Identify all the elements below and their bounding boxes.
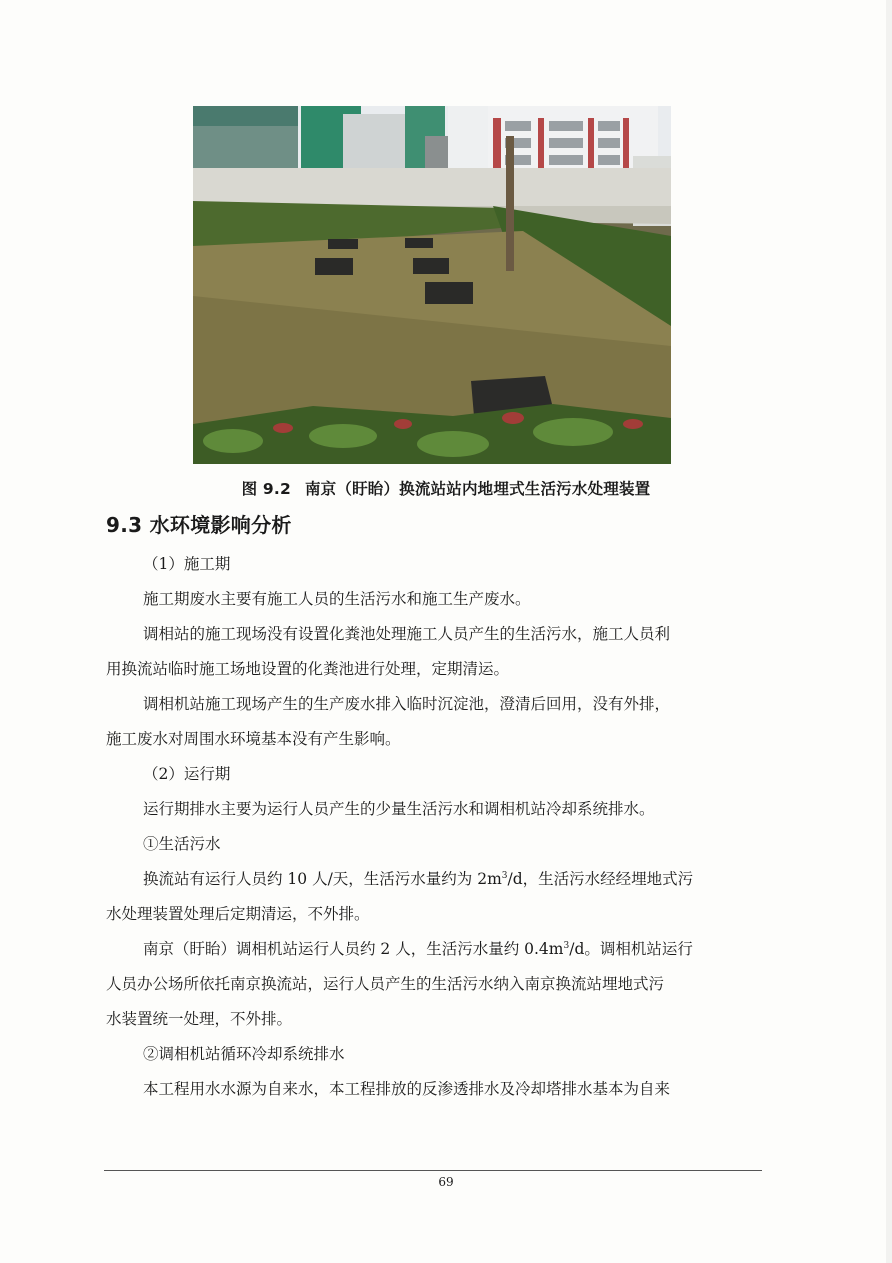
paragraph-line: 调相机站施工现场产生的生产废水排入临时沉淀池，澄清后回用，没有外排，	[143, 695, 671, 713]
sewage-device-photo	[193, 106, 671, 464]
paragraph-line	[106, 862, 760, 897]
text-run: 南京（盱眙）调相机站运行人员约 2 人，生活污水量约 0.4m	[143, 940, 564, 958]
paragraph-cooling-drainage: ②调相机站循环冷却系统排水	[143, 1045, 345, 1063]
paragraph-construction-period: （1）施工期	[143, 555, 231, 573]
text-run: /d。调相机站运行	[569, 940, 693, 958]
paragraph-line: 水处理装置处理后定期清运，不外排。	[106, 905, 370, 923]
paragraph-line: 运行期排水主要为运行人员产生的少量生活污水和调相机站冷却系统排水。	[143, 800, 655, 818]
page-number: 69	[438, 1175, 454, 1189]
figure-caption	[0, 477, 892, 499]
paragraph-line: 用换流站临时施工场地设置的化粪池进行处理，定期清运。	[106, 660, 510, 678]
superscript: 3	[501, 870, 508, 881]
paragraph-line: 施工废水对周围水环境基本没有产生影响。	[106, 730, 401, 748]
paragraph-line: 调相站的施工现场没有设置化粪池处理施工人员产生的生活污水，施工人员利	[143, 625, 671, 643]
figure-number: 图 9.2	[241, 480, 291, 498]
footer-divider	[104, 1170, 762, 1171]
paragraph-line: 人员办公场所依托南京换流站，运行人员产生的生活污水纳入南京换流站埋地式污	[106, 975, 665, 993]
figure-title: 南京（盱眙）换流站站内地埋式生活污水处理装置	[304, 480, 651, 498]
superscript: 3	[563, 940, 570, 951]
text-run: /d，生活污水经经埋地式污	[507, 870, 694, 888]
text-run: 换流站有运行人员约 10 人/天，生活污水量约为 2m	[143, 870, 502, 888]
paragraph-line: 施工期废水主要有施工人员的生活污水和施工生产废水。	[143, 590, 531, 608]
paragraph-line: 本工程用水水源为自来水，本工程排放的反渗透排水及冷却塔排水基本为自来	[143, 1080, 671, 1098]
paragraph-operation-period: （2）运行期	[143, 765, 231, 783]
page-edge	[886, 0, 892, 1263]
section-heading: 9.3 水环境影响分析	[106, 513, 292, 537]
paragraph-line	[106, 932, 760, 967]
paragraph-line: 水装置统一处理，不外排。	[106, 1010, 293, 1028]
site-photo	[193, 106, 671, 464]
paragraph-domestic-sewage: ①生活污水	[143, 835, 221, 853]
